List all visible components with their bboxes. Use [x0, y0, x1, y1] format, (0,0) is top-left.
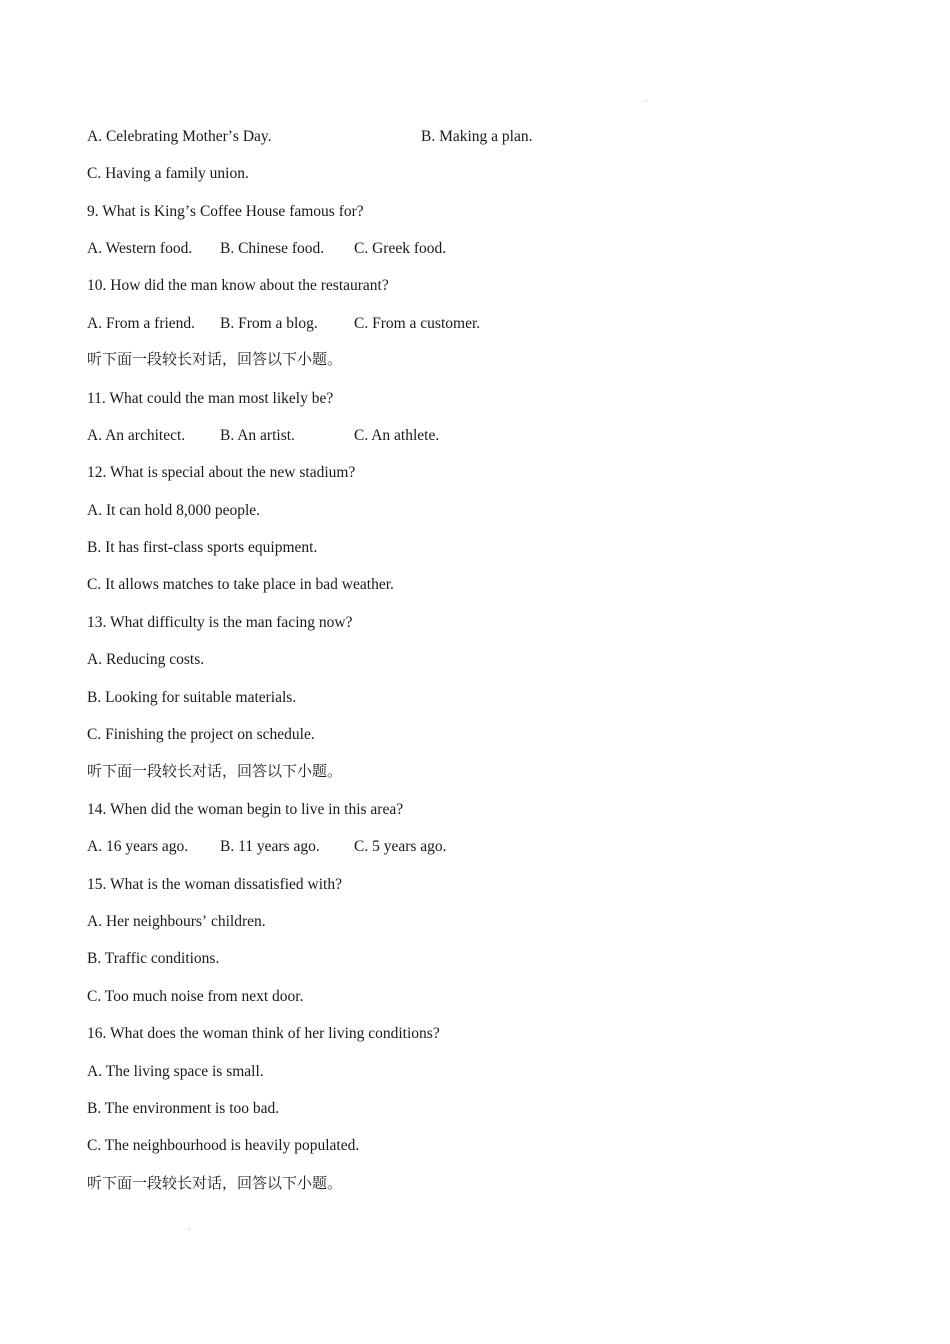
q13-option-b: B. Looking for suitable materials. [87, 689, 297, 706]
q11-question: 11. What could the man most likely be? [87, 390, 334, 407]
section-instruction-1: 听下面一段较长对话，回答以下小题。 [87, 350, 343, 368]
q10-question: 10. How did the man know about the restaurant? [87, 277, 389, 294]
q10-option-c: C. From a customer. [354, 315, 481, 332]
q8-option-b: B. Making a plan. [421, 128, 533, 145]
q15-option-c: C. Too much noise from next door. [87, 988, 304, 1005]
q13-option-c: C. Finishing the project on schedule. [87, 726, 315, 743]
section-instruction-3: 听下面一段较长对话，回答以下小题。 [87, 1174, 343, 1192]
q13-question: 13. What difficulty is the man facing now? [87, 614, 353, 631]
q14-option-b: B. 11 years ago. [220, 838, 320, 855]
q15-option-a: A. Her neighboursʼ children. [87, 913, 266, 930]
q15-question: 15. What is the woman dissatisfied with? [87, 876, 342, 893]
q16-option-b: B. The environment is too bad. [87, 1100, 280, 1117]
q16-question: 16. What does the woman think of her living conditions? [87, 1025, 440, 1042]
q13-option-a: A. Reducing costs. [87, 651, 205, 668]
q9-option-a: A. Western food. [87, 240, 193, 257]
q10-option-a: A. From a friend. [87, 315, 196, 332]
q12-question: 12. What is special about the new stadium? [87, 464, 356, 481]
q14-question: 14. When did the woman begin to live in this area? [87, 801, 404, 818]
q10-option-b: B. From a blog. [220, 315, 318, 332]
q16-option-a: A. The living space is small. [87, 1063, 264, 1080]
q9-option-c: C. Greek food. [354, 240, 447, 257]
q14-option-a: A. 16 years ago. [87, 838, 189, 855]
q8-option-a: A. Celebrating Motherʼs Day. [87, 128, 272, 145]
q16-option-c: C. The neighbourhood is heavily populated. [87, 1137, 360, 1154]
q14-option-c: C. 5 years ago. [354, 838, 447, 855]
section-instruction-2: 听下面一段较长对话，回答以下小题。 [87, 762, 343, 780]
q9-question: 9. What is Kingʼs Coffee House famous for? [87, 203, 364, 220]
q11-option-a: A. An architect. [87, 427, 186, 444]
q12-option-c: C. It allows matches to take place in bad weather. [87, 576, 394, 593]
q15-option-b: B. Traffic conditions. [87, 950, 220, 967]
scan-speck [188, 1228, 190, 1230]
q11-option-b: B. An artist. [220, 427, 295, 444]
scan-speck [645, 100, 647, 102]
q11-option-c: C. An athlete. [354, 427, 440, 444]
q12-option-a: A. It can hold 8,000 people. [87, 502, 261, 519]
q12-option-b: B. It has first-class sports equipment. [87, 539, 318, 556]
q8-option-c: C. Having a family union. [87, 165, 249, 182]
q9-option-b: B. Chinese food. [220, 240, 325, 257]
